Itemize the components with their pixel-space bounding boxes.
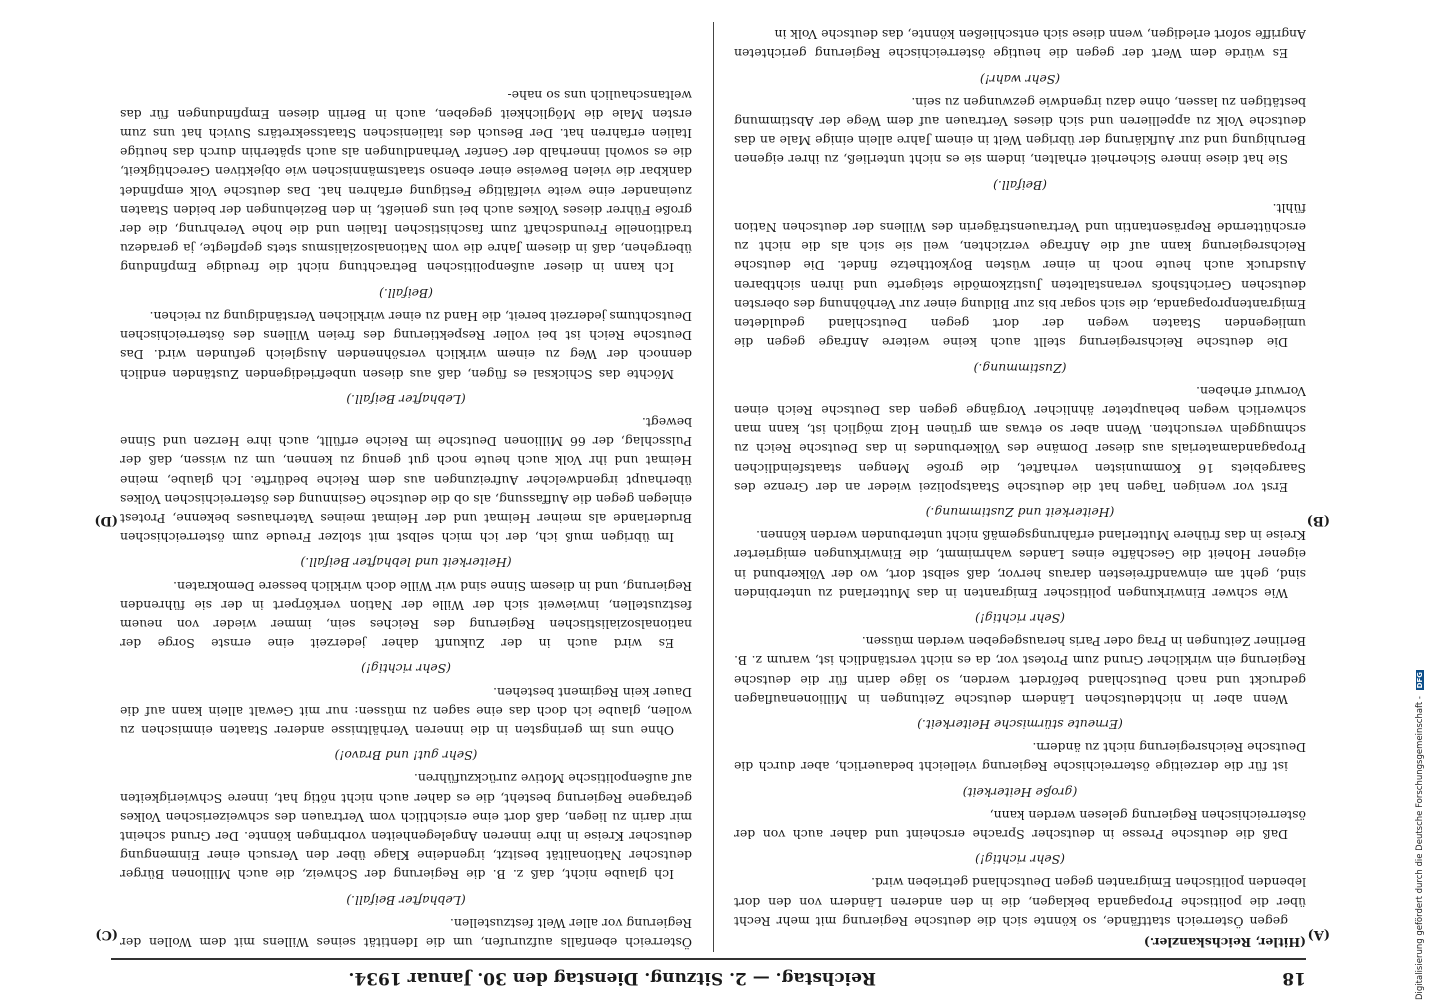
paragraph-text: (Lebhafter Beifall.) [346,892,466,908]
digitization-footer [1415,0,1425,1000]
footer-text: Digitalisierung gefördert durch die Deutsche Forschungsgemeinschaft - [1415,696,1425,1000]
column-divider [713,22,714,952]
paragraph-text: (Sehr wahr!) [979,71,1061,87]
paragraph-text: (Sehr richtig!) [975,610,1065,626]
margin-letter-d: (D) [94,513,118,528]
paragraph [120,914,692,952]
paragraph [120,769,692,884]
paragraph-text: (Beifall.) [379,285,433,301]
reaction-note [734,175,1306,194]
running-head: Reichstag. — 2. Sitzung. Dienstag den 30. Januar 1934. [348,968,876,988]
paragraph [734,933,1306,952]
paragraph [734,738,1306,776]
paragraph-text: (Sehr richtig!) [975,852,1065,868]
paragraph [734,526,1306,603]
paragraph-text: (große Heiterkeit) [962,784,1078,800]
paragraph-text: ist für die derzeitige österreichische Regierung vielleicht bedauerlich, aber durch die Deutsche Reichsregierung nicht zu ändern. [734,740,1306,775]
paragraph-text: Wenn aber in nichtdeutschen Ländern deutsche Zeitungen in Millionenauflagen gedruckt und nach Deutschland befördert werden, so läge darin für die deutsche Regierung ein wirklicher Grund zum Protest vor, da es nicht verständlich ist, warum z. B. Berliner Zeitungen in Prag oder Paris herausgegeben werden müssen. [734,634,1306,707]
paragraph-text: Möchte das Schicksal es fügen, daß aus diesen unbefriedigenden Zuständen endlich dennoch der Weg zu einem wirklich versöhnenden Ausgleich gefunden wird. Das Deutsche Reich ist bei voller Respektierung des freien Willens des österreichischen Deutschtums jederzeit bereit, die Hand zu einer wirklichen Verständigung zu reichen. [120,308,692,382]
paragraph [734,806,1306,844]
reaction-note [120,746,692,765]
paragraph-text: (Beifall.) [993,177,1047,193]
reaction-note [734,69,1306,88]
paragraph-text: Daß die deutsche Presse in deutscher Sprache erscheint und daher auch von der österreichischen Regierung gelesen werden kann, [734,807,1306,842]
paragraph-text: Es wird auch in der Zukunft daher jederzeit eine ernste Sorge der nationalsozialistischen Regierung des Reiches sein, immer wieder von neuem festzustellen, inwieweit sich der Wille der Nation verkörpert in der sie führenden Regierung, und in diesem Sinne sind wir Wille doch wirklich bessere Demokraten. [120,578,692,652]
paragraph [120,307,692,384]
right-column [120,22,692,952]
reaction-note [120,390,692,409]
paragraph [120,413,692,547]
reaction-note [120,553,692,572]
paragraph-text: Wie schwer Einwirkungen politischer Emigranten in das Mutterland zu unterbinden sind, geht am einwandfreiesten daraus hervor, daß selbst dort, wo der Völkerbund in eigener Hoheit die Geschäfte eines Landes wahrnimmt, die Einwirkungen emigrierter Kreise in das frühere Mutterland erfahrungsgemäß nicht unterbunden werden können. [734,528,1306,601]
paragraph-text: Es würde dem Wert der gegen die heutige österreichische Regierung gerichteten Angriffe sofort erledigen, wenn diese sich entschließen könnte, das deutsche Volk in [734,27,1306,62]
paragraph-text: Ohne uns im geringsten in die inneren Verhältnisse anderer Staaten einmischen zu wollen, glaube ich doch das eine sagen zu müssen: nur mit Gewalt allein kann auf die Dauer kein Regiment bestehen. [120,684,692,738]
paragraph-text: Die deutsche Reichsregierung stellt auch keine weitere Anfrage gegen die umliegenden Staaten wegen der dort gegen Deutschland geduldeten Emigrantenpropaganda, die sich sogar bis zur Bildung einer zur Verhöhnung des obersten deutschen Gerichtshofs veranstalteten Justizkomödie steigerte und ihren sichtbaren Ausdruck auch heute noch in einer wüsten Boykotthetze findet. Die deutsche Reichsregierung kann auf die Anfrage verzichten, weil sie sich als die nicht zu erschütternde Repräsentantin und Vertrauensträgerin des Willens der deutschen Nation fühlt. [734,200,1306,351]
paragraph-text: (Erneute stürmische Heiterkeit.) [917,716,1123,732]
reaction-note [120,659,692,678]
reaction-note [734,715,1306,734]
paragraph [734,632,1306,709]
paragraph [734,382,1306,497]
paragraph-text: (Lebhafter Beifall.) [346,391,466,407]
margin-letter-b: (B) [1306,513,1330,528]
paragraph-text: Ich kann in dieser außenpolitischen Betrachtung nicht die freudige Empfindung übergehen, daß in diesem Jahre die vom Nationalsozialismus stets gepflegte, ja geradezu traditionelle Freundschaft zum faschistischen Italien und die hohe Verehrung, die der große Führer dieses Volkes auch bei uns genießt, in den Beziehungen der beiden Staaten zueinander eine weite vielfältige Festigung erfahren hat. Das deutsche Volk empfindet dankbar die vielen Beweise einer ebenso staatsmännischen wie objektiven Gerechtigkeit, die es sowohl innerhalb der Genfer Verhandlungen als auch späterhin durch das heutige Italien erfahren hat. Der Besuch des italienischen Staatssekretärs Suvich hat uns zum ersten Male die Möglichkeit gegeben, auch in Berlin diesen Empfindungen für das weltanschaulich uns so nahe- [120,87,692,276]
dfg-logo: DFG [1416,671,1424,689]
reaction-note [734,850,1306,869]
reaction-note [734,503,1306,522]
header-rule [111,958,1306,960]
paragraph [120,576,692,653]
reaction-note [120,890,692,909]
reaction-note [734,782,1306,801]
paragraph [734,873,1306,931]
page-number: 18 [1282,968,1306,988]
paragraph-text: (Heiterkeit und Zustimmung.) [925,504,1115,520]
paragraph-text: Österreich ebenfalls aufzurufen, um die Identität seines Willens mit dem Wollen der Regierung vor aller Welt festzustellen. [120,915,692,950]
paragraph [120,85,692,277]
margin-letter-a: (A) [1307,927,1330,942]
paragraph-text: Sie hat diese innere Sicherheit erhalten, indem sie es nicht unterließ, zu ihrer eigenen Beruhigung und zur Aufklärung der übrigen Welt in einem Jahre allein einige Male an das deutsche Volk zu appellieren und sich dieses Vertrauen auf dem Wege der Abstimmung bestätigen zu lassen, ohne dazu irgendwie gezwungen zu sein. [734,94,1306,168]
paragraph-text: (Heiterkeit und lebhafter Beifall.) [300,555,512,571]
paragraph [734,93,1306,170]
paragraph-text: (Sehr richtig!) [361,661,451,677]
page-header [111,964,1306,988]
paragraph-text: Erst vor wenigen Tagen hat die deutsche Staatspolizei wieder an der Grenze des Saargebiets 16 Kommunisten verhaftet, die große Mengen staatsfeindlichen Propagandamaterials aus dieser Domäne des Völkerbundes in das Deutsche Reich zu schmuggeln versuchten. Wenn aber so etwas am grünen Holz möglich ist, kann man schwerlich wegen behaupteter ähnlicher Vorgänge gegen das Deutsche Reich einen Vorwurf erheben. [734,383,1306,495]
reaction-note [734,609,1306,628]
left-column [734,22,1306,952]
paragraph [734,199,1306,353]
paragraph-text: Ich glaube nicht, daß z. B. die Regierung der Schweiz, die auch Millionen Bürger deutscher Nationalität besitzt, irgendeine Klage über den Versuch einer Einmengung deutscher Kreise in ihre inneren Angelegenheiten vorbringen könnte. Der Grund scheint mir darin zu liegen, daß dort eine ersichtlich vom Vertrauen des schweizerischen Volkes getragene Regierung besteht, die es daher auch nicht nötig hat, innere Schwierigkeiten auf außenpolitische Motive zurückzuführen. [120,771,692,883]
paragraph-text: gegen Österreich stattfände, so könnte sich die deutsche Regierung mit mehr Recht über die politische Propaganda beklagen, die in den anderen Ländern von den dort lebenden politischen Emigranten gegen Deutschland getrieben wird. [734,875,1306,929]
paragraph-text: (Zustimmung.) [973,360,1067,376]
margin-letter-c: (C) [95,927,118,942]
reaction-note [734,358,1306,377]
reaction-note [120,284,692,303]
paragraph [120,682,692,740]
paragraph [734,25,1306,63]
paragraph-text: Im übrigen muß ich, der ich mich selbst mit stolzer Freude zum österreichischen Bruderlande als meiner Heimat und der Heimat meines Vaterhauses bekenne, Protest einlegen gegen die Auffassung, als ob die deutsche Gesinnung des österreichischen Volkes überhaupt irgendwelcher Aufreizungen aus dem Reiche bedürfte. Ich glaube, meine Heimat und ihr Volk auch heute noch gut genug zu kennen, um zu wissen, daß der Pulsschlag, der 66 Millionen Deutsche im Reiche erfüllt, auch ihre Herzen und Sinne bewegt. [120,414,692,546]
paragraph-text: (Sehr gut! und Bravo!) [334,748,478,764]
speaker-label: (Hitler, Reichskanzler.) [1143,935,1306,950]
